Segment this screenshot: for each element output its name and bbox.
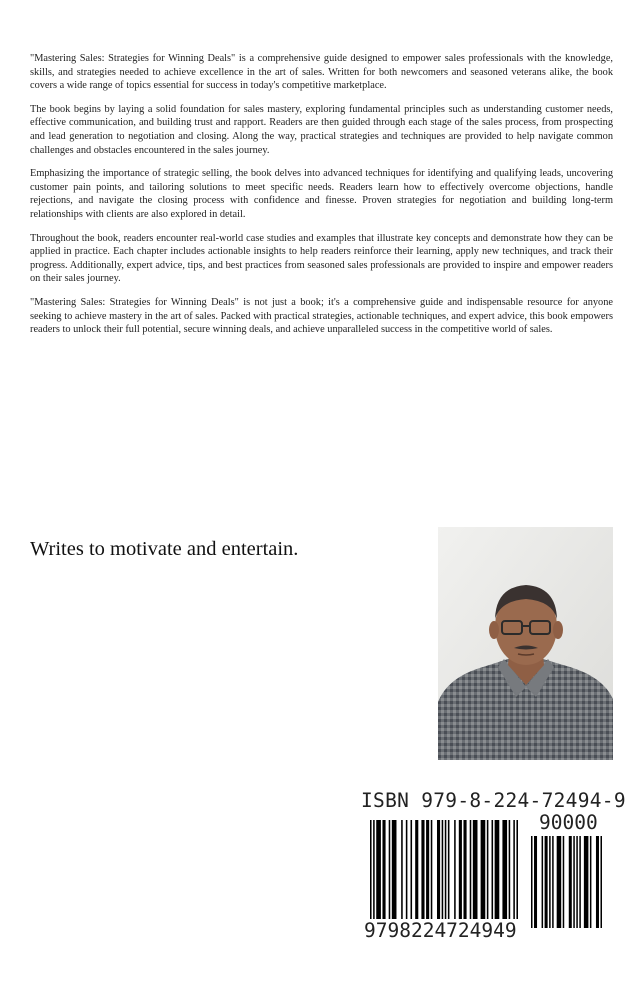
description-paragraph-5: "Mastering Sales: Strategies for Winning Deals" is not just a book; it's a comprehensive guide and indispensable resource for anyone seeking to achieve mastery in the art of sales. Packed with practical strategies, actionable techniques, and expert advice, this book empowers readers to unlock their full potential, secure winning deals, and achieve unparalleled success in the competitive world of sales. — [30, 296, 613, 336]
barcode-bar — [600, 836, 602, 928]
description-paragraph-2: The book begins by laying a solid foundation for sales mastery, exploring fundamental principles such as understanding customer needs, effective communication, and building trust and rapport. Readers are then guided through each stage of the sales process, from prospecting and lead generation to negotiation and closing. Along the way, practical strategies and techniques are provided to help navigate common challenges and obstacles encountered in the sales journey. — [30, 103, 613, 156]
barcode-bar — [552, 836, 554, 928]
barcode-bar — [542, 836, 544, 928]
book-description — [30, 52, 613, 347]
barcode-bar — [584, 836, 589, 928]
barcode-bar — [534, 836, 537, 928]
description-paragraph-4: Throughout the book, readers encounter real-world case studies and examples that illustrate key concepts and demonstrate how they can be applied in practice. Each chapter includes actionable insights to help readers reinforce their learning, apply new techniques, and track their progress. Additionally, expert advice, tips, and best practices from seasoned sales professionals are provided to inspire and empower readers on their sales journey. — [30, 232, 613, 285]
barcode-bar — [549, 836, 551, 928]
price-code: 90000 — [539, 811, 598, 834]
isbn-label: ISBN 979-8-224-72494-9 — [361, 789, 626, 812]
author-photo — [438, 527, 613, 760]
barcode-bar — [569, 836, 572, 928]
barcode-bar — [531, 836, 533, 928]
barcode-bar — [545, 836, 548, 928]
author-tagline: Writes to motivate and entertain. — [30, 538, 299, 560]
barcode-bar — [590, 836, 592, 928]
barcode-bar — [557, 836, 562, 928]
barcode-bar — [576, 836, 578, 928]
description-paragraph-1: "Mastering Sales: Strategies for Winning Deals" is a comprehensive guide designed to empower sales professionals with the knowledge, skills, and strategies needed to achieve excellence in the art of sales. Written for both newcomers and seasoned veterans alike, the book covers a wide range of topics essential for success in today's competitive marketplace. — [30, 53, 613, 92]
barcode-bar — [563, 836, 565, 928]
barcode-bar — [596, 836, 599, 928]
price-barcode — [531, 836, 602, 928]
barcode-digits: 9798224724949 — [364, 919, 517, 942]
barcode-bar — [573, 836, 575, 928]
barcode-bar — [579, 836, 581, 928]
description-paragraph-3: Emphasizing the importance of strategic selling, the book delves into advanced techniques for identifying and qualifying leads, uncovering customer pain points, and tailoring solutions to meet specific needs. Readers learn how to effectively overcome objections, handle rejections, and navigate the closing process with confidence and finesse. Proven strategies for negotiation and building long-term relationships with clients are also explored in detail. — [30, 168, 613, 220]
